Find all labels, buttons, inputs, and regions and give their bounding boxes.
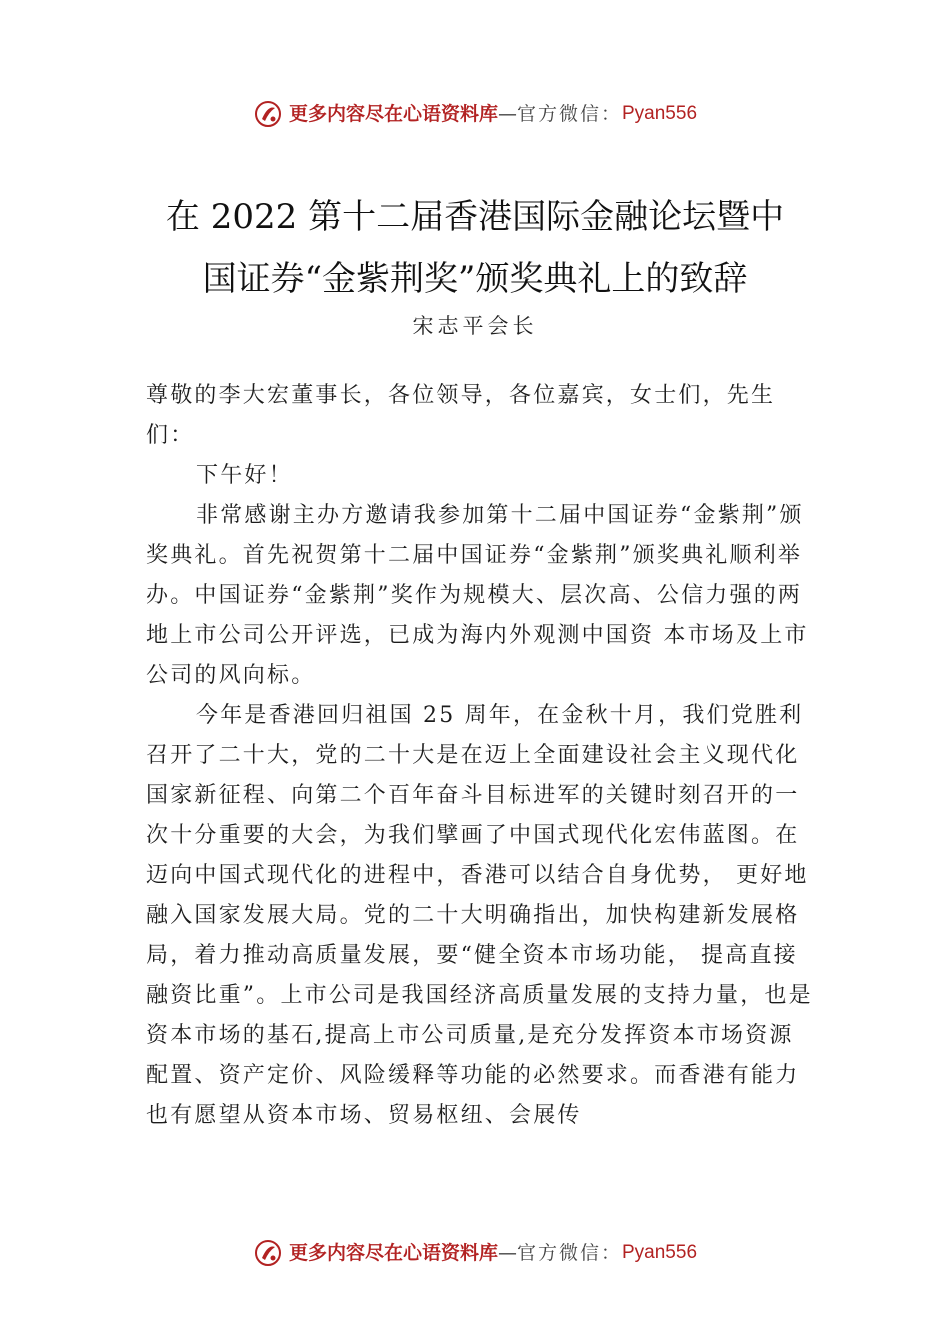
title-line-1: 在 2022 第十二届香港国际金融论坛暨中 [165, 197, 785, 237]
greeting-paragraph: 下午好！ [196, 463, 293, 488]
watermark-dash: — [497, 103, 517, 125]
watermark-wechat-id: Pyan556 [622, 1242, 698, 1263]
watermark-brand: 更多内容尽在心语资料库 [288, 103, 498, 125]
watermark-dash: — [497, 1242, 517, 1264]
author-line: 宋志平会长 [412, 314, 538, 338]
brand-logo-icon [253, 1238, 283, 1268]
document-title [150, 186, 800, 310]
body-paragraph-2: 今年是香港回归祖国 25 周年，在金秋十月，我们党胜利召开了二十大，党的二十大是在迈上全面建设社会主义现代化国家新征程、向第二个百年奋斗目标进军的关键时刻召开的一次十分重要的大会，为我们擘画了中国式现代化宏伟蓝图。在迈向中国式现代化的进程中，香港可以结合自身优势， 更好地融入国家发展大局。党的二十大明确指出，加快构建新发展格局，着力推动高质量发展，要“健全资本市场功能， 提高直接融资比重”。上市公司是我国经济高质量发展的支持力量，也是资本市场的基石,提高上市公司质量,是充分发挥资本市场资源配置、资产定价、风险缓释等功能的必然要求。而香港有能力也有愿望从资本市场、贸易枢纽、会展传 [146, 703, 813, 1128]
salutation-paragraph: 尊敬的李大宏董事长，各位领导，各位嘉宾，女士们，先生们： [146, 383, 776, 448]
watermark-wechat-label: 官方微信： [516, 103, 622, 125]
watermark-brand: 更多内容尽在心语资料库 [288, 1242, 498, 1264]
watermark-wechat-id: Pyan556 [622, 103, 698, 124]
body-paragraph-1: 非常感谢主办方邀请我参加第十二届中国证券“金紫荆”颁奖典礼。首先祝贺第十二届中国证券“金紫荆”颁奖典礼顺利举办。中国证券“金紫荆”奖作为规模大、层次高、公信力强的两地上市公司公开评选，已成为海内外观测中国资 本市场及上市公司的风向标。 [146, 503, 809, 688]
watermark-wechat-label: 官方微信： [516, 1242, 622, 1264]
footer-watermark [0, 1238, 950, 1268]
brand-logo-icon [253, 99, 283, 129]
speech-body [146, 376, 816, 1136]
header-watermark [0, 99, 950, 129]
title-line-2: 国证券“金紫荆奖”颁奖典礼上的致辞 [202, 259, 748, 299]
